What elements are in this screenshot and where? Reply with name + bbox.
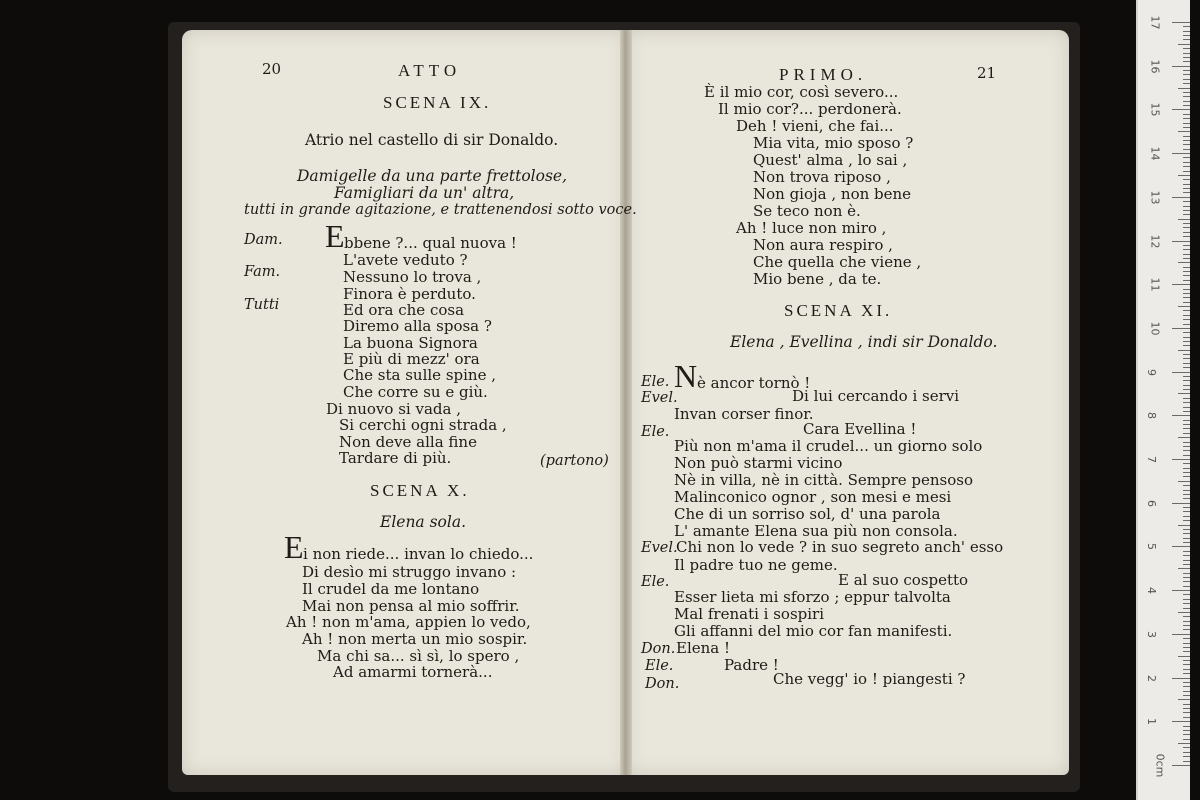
ruler-major-tick [1172,372,1190,373]
verse-line: Di lui cercando i servi [792,387,960,405]
ruler-minor-tick [1183,560,1190,561]
verse-line: Di nuovo si vada , [326,400,461,418]
ruler-minor-tick [1178,612,1190,613]
ruler-minor-tick [1183,555,1190,556]
ruler-minor-tick [1183,407,1190,408]
verse-line: Il mio cor?... perdonerà. [718,100,902,118]
verse-line: L' amante Elena sua più non consola. [674,522,958,540]
verse-line: Che sta sulle spine , [343,366,496,384]
ruler-minor-tick [1183,363,1190,364]
verse-line: Se teco non è. [753,202,861,220]
ruler-minor-tick [1183,577,1190,578]
ruler-minor-tick [1178,350,1190,351]
speaker-ele: Ele. [641,374,670,390]
verse-line: Il padre tuo ne geme. [674,556,838,574]
ruler-label: 9 [1145,368,1158,376]
ruler-major-tick [1172,503,1190,504]
verse-line: Ad amarmi tornerà... [333,663,493,681]
ruler-major-tick [1172,22,1190,23]
verse-line: Non gioja , non bene [753,185,912,203]
ruler-label: 5 [1145,543,1158,551]
verse-line: i non riede... invan lo chiedo... [303,545,534,563]
verse-line: Mai non pensa al mio soffrir. [302,597,520,615]
scene-x-setting: Elena sola. [380,513,467,531]
verse-line: Elena ! [676,639,731,657]
ruler-minor-tick [1183,223,1190,224]
ruler-minor-tick [1183,428,1190,429]
ruler-minor-tick [1183,704,1190,705]
speaker-tutti: Tutti [244,297,280,313]
verse-line: Ma chi sa... sì sì, lo spero , [317,647,520,665]
verse-line: è ancor tornò ! [697,374,811,392]
ruler-minor-tick [1183,376,1190,377]
verse-line: Che di un sorriso sol, d' una parola [674,505,941,523]
ruler-minor-tick [1183,136,1190,137]
ruler-minor-tick [1183,529,1190,530]
ruler-major-tick [1172,415,1190,416]
ruler-minor-tick [1183,83,1190,84]
ruler-label: 17 [1148,15,1162,30]
ruler-minor-tick [1183,367,1190,368]
ruler-major-tick [1172,678,1190,679]
scene-xi-title: SCENA XI. [784,301,893,320]
ruler-label: 12 [1148,234,1162,248]
ruler-minor-tick [1183,455,1190,456]
ruler-minor-tick [1183,551,1190,552]
ruler-minor-tick [1183,48,1190,49]
ruler-minor-tick [1178,699,1190,700]
ruler-minor-tick [1183,258,1190,259]
ruler-minor-tick [1183,26,1190,27]
verse-line: Che quella che viene , [753,253,922,271]
ruler-major-tick [1172,546,1190,547]
ruler-minor-tick [1183,70,1190,71]
ruler-minor-tick [1183,712,1190,713]
drop-cap-e: E [325,218,345,254]
verse-line: Nessuno lo trova , [343,268,482,286]
ruler-minor-tick [1178,568,1190,569]
ruler-minor-tick [1183,726,1190,727]
ruler-minor-tick [1183,245,1190,246]
verse-line: Chi non lo vede ? in suo segreto anch' esso [676,538,1004,556]
ruler-minor-tick [1183,411,1190,412]
ruler-minor-tick [1183,511,1190,512]
ruler-minor-tick [1183,695,1190,696]
ruler-minor-tick [1183,345,1190,346]
ruler-minor-tick [1183,761,1190,762]
ruler-minor-tick [1183,149,1190,150]
verse-line: Quest' alma , lo sai , [753,151,908,169]
ruler-minor-tick [1178,437,1190,438]
ruler-minor-tick [1183,664,1190,665]
ruler-major-tick [1172,634,1190,635]
ruler-minor-tick [1183,162,1190,163]
ruler-minor-tick [1183,275,1190,276]
ruler-minor-tick [1183,603,1190,604]
ruler-minor-tick [1183,354,1190,355]
ruler-minor-tick [1183,31,1190,32]
ruler-minor-tick [1183,332,1190,333]
verse-line: È il mio cor, così severo... [704,83,899,101]
ruler-major-tick [1172,328,1190,329]
ruler-minor-tick [1183,341,1190,342]
verse-line: Mia vita, mio sposo ? [753,134,914,152]
stage-direction-1: Damigelle da una parte frettolose, [297,167,568,185]
ruler-label: 7 [1145,456,1158,463]
ruler-minor-tick [1183,157,1190,158]
ruler-minor-tick [1183,280,1190,281]
verse-line: Padre ! [724,656,779,674]
ruler-minor-tick [1178,131,1190,132]
speaker-dam: Dam. [244,232,283,248]
ruler-minor-tick [1183,337,1190,338]
ruler-minor-tick [1183,402,1190,403]
ruler-minor-tick [1178,393,1190,394]
verse-line: Ah ! luce non miro , [736,219,887,237]
ruler-minor-tick [1183,79,1190,80]
ruler-minor-tick [1183,302,1190,303]
verse-line: Cara Evellina ! [803,420,917,438]
speaker-evel: Evel. [641,390,678,406]
ruler-minor-tick [1183,533,1190,534]
ruler-minor-tick [1183,92,1190,93]
verse-line: Mio bene , da te. [753,270,882,288]
scene-x-title: SCENA X. [370,481,470,500]
ruler-minor-tick [1183,494,1190,495]
verse-line: Che vegg' io ! piangesti ? [773,670,966,688]
ruler-minor-tick [1183,450,1190,451]
ruler-minor-tick [1183,206,1190,207]
ruler-minor-tick [1183,39,1190,40]
page-number-right: 21 [977,64,997,82]
ruler-label: 8 [1145,412,1158,420]
measurement-ruler [1136,0,1190,800]
ruler-minor-tick [1183,581,1190,582]
ruler-minor-tick [1183,507,1190,508]
drop-cap-n: N [674,358,698,394]
ruler-minor-tick [1183,468,1190,469]
ruler-minor-tick [1183,498,1190,499]
ruler-minor-tick [1183,389,1190,390]
ruler-label: 14 [1148,146,1162,161]
ruler-minor-tick [1183,293,1190,294]
ruler-minor-tick [1183,236,1190,237]
verse-line: Di desìo mi struggo invano : [302,563,517,581]
ruler-minor-tick [1183,35,1190,36]
verse-line: Ed ora che cosa [343,301,465,319]
speaker-evel: Evel. [641,540,678,556]
verse-line: Tardare di più. [339,449,452,467]
ruler-minor-tick [1183,249,1190,250]
book-gutter [620,30,632,775]
stage-exit: (partono) [540,453,609,469]
ruler-minor-tick [1183,682,1190,683]
ruler-minor-tick [1183,485,1190,486]
verse-line: Non aura respiro , [753,236,893,254]
verse-line: Diremo alla sposa ? [343,317,492,335]
verse-line: Ah ! non merta un mio sospir. [302,630,528,648]
ruler-minor-tick [1178,175,1190,176]
ruler-minor-tick [1183,564,1190,565]
ruler-minor-tick [1183,210,1190,211]
ruler-minor-tick [1178,219,1190,220]
verse-line: Gli affanni del mio cor fan manifesti. [674,622,953,640]
running-head-right: PRIMO. [779,65,868,84]
ruler-minor-tick [1183,490,1190,491]
ruler-minor-tick [1183,542,1190,543]
ruler-minor-tick [1183,123,1190,124]
ruler-minor-tick [1183,756,1190,757]
ruler-minor-tick [1183,747,1190,748]
ruler-minor-tick [1183,53,1190,54]
ruler-major-tick [1172,197,1190,198]
ruler-label: 6 [1145,499,1158,507]
ruler-minor-tick [1183,608,1190,609]
ruler-minor-tick [1183,616,1190,617]
verse-line: Che corre su e giù. [343,383,488,401]
verse-line: Malinconico ognor , son mesi e mesi [674,488,952,506]
ruler-minor-tick [1183,739,1190,740]
ruler-label: 13 [1148,190,1162,205]
speaker-ele: Ele. [641,424,670,440]
ruler-minor-tick [1183,586,1190,587]
ruler-minor-tick [1183,420,1190,421]
ruler-minor-tick [1183,476,1190,477]
ruler-minor-tick [1183,118,1190,119]
ruler-minor-tick [1183,319,1190,320]
ruler-minor-tick [1183,621,1190,622]
speaker-fam: Fam. [244,264,281,280]
ruler-label: 2 [1145,674,1158,682]
ruler-minor-tick [1183,297,1190,298]
ruler-major-tick [1172,66,1190,67]
ruler-minor-tick [1183,201,1190,202]
speaker-don: Don. [645,676,680,692]
speaker-don: Don. [641,641,676,657]
ruler-minor-tick [1183,424,1190,425]
ruler-minor-tick [1183,647,1190,648]
verse-line: L'avete veduto ? [343,251,468,269]
ruler-major-tick [1172,109,1190,110]
ruler-minor-tick [1183,267,1190,268]
ruler-minor-tick [1183,214,1190,215]
ruler-minor-tick [1183,271,1190,272]
verse-line: Deh ! vieni, che fai... [736,117,894,135]
ruler-minor-tick [1183,310,1190,311]
verse-line: Esser lieta mi sforzo ; eppur talvolta [674,588,951,606]
ruler-minor-tick [1183,171,1190,172]
ruler-minor-tick [1183,472,1190,473]
ruler-minor-tick [1178,481,1190,482]
ruler-minor-tick [1183,140,1190,141]
drop-cap-e: E [284,529,304,565]
ruler-minor-tick [1178,88,1190,89]
ruler-label: 16 [1148,59,1162,74]
ruler-minor-tick [1183,686,1190,687]
verse-line: La buona Signora [343,334,478,352]
ruler-minor-tick [1183,74,1190,75]
ruler-minor-tick [1183,442,1190,443]
ruler-minor-tick [1183,184,1190,185]
ruler-minor-tick [1183,573,1190,574]
verse-line: Non trova riposo , [753,168,891,186]
ruler-minor-tick [1178,306,1190,307]
ruler-major-tick [1172,153,1190,154]
verse-line: Non deve alla fine [339,433,477,451]
verse-line: Mal frenati i sospiri [674,605,825,623]
ruler-minor-tick [1178,656,1190,657]
verse-line: E più di mezz' ora [343,350,480,368]
stage-direction-2: Famigliari da un' altra, [334,184,515,202]
ruler-label: 0cm [1153,753,1167,778]
ruler-minor-tick [1178,262,1190,263]
ruler-minor-tick [1183,651,1190,652]
ruler-minor-tick [1183,599,1190,600]
scene-ix-setting: Atrio nel castello di sir Donaldo. [305,131,559,149]
verse-line: Nè in villa, nè in città. Sempre pensoso [674,471,973,489]
verse-line: bbene ?... qual nuova ! [344,234,517,252]
ruler-minor-tick [1183,188,1190,189]
ruler-minor-tick [1183,380,1190,381]
ruler-minor-tick [1183,315,1190,316]
ruler-minor-tick [1183,433,1190,434]
ruler-label: 3 [1145,630,1158,638]
ruler-label: 1 [1145,718,1158,726]
ruler-major-tick [1172,459,1190,460]
ruler-minor-tick [1183,752,1190,753]
ruler-minor-tick [1183,289,1190,290]
ruler-minor-tick [1178,743,1190,744]
ruler-minor-tick [1183,105,1190,106]
ruler-minor-tick [1183,669,1190,670]
verse-line: Non può starmi vicino [674,454,843,472]
ruler-minor-tick [1183,254,1190,255]
speaker-ele: Ele. [641,574,670,590]
ruler-minor-tick [1183,358,1190,359]
page-number-left: 20 [262,60,282,78]
ruler-label: 11 [1148,277,1162,292]
verse-line: E al suo cospetto [838,571,969,589]
verse-line: Più non m'ama il crudel... un giorno solo [674,437,983,455]
ruler-minor-tick [1183,144,1190,145]
verse-line: Ah ! non m'ama, appien lo vedo, [286,613,531,631]
scene-ix-title: SCENA IX. [383,93,492,112]
ruler-minor-tick [1178,44,1190,45]
verse-line: Invan corser finor. [674,405,814,423]
ruler-minor-tick [1183,625,1190,626]
ruler-minor-tick [1183,166,1190,167]
ruler-major-tick [1172,241,1190,242]
ruler-minor-tick [1183,96,1190,97]
ruler-minor-tick [1178,525,1190,526]
ruler-minor-tick [1183,385,1190,386]
ruler-minor-tick [1183,61,1190,62]
ruler-major-tick [1172,721,1190,722]
ruler-minor-tick [1183,227,1190,228]
ruler-major-tick [1172,590,1190,591]
ruler-minor-tick [1183,101,1190,102]
ruler-minor-tick [1183,730,1190,731]
ruler-label: 15 [1148,102,1162,117]
ruler-minor-tick [1183,717,1190,718]
ruler-minor-tick [1183,114,1190,115]
ruler-minor-tick [1183,629,1190,630]
ruler-minor-tick [1183,673,1190,674]
ruler-minor-tick [1183,192,1190,193]
ruler-major-tick [1172,765,1190,766]
ruler-minor-tick [1183,734,1190,735]
ruler-minor-tick [1183,57,1190,58]
ruler-minor-tick [1183,179,1190,180]
ruler-minor-tick [1183,324,1190,325]
ruler-minor-tick [1183,660,1190,661]
ruler-minor-tick [1183,398,1190,399]
ruler-label: 4 [1145,587,1158,595]
verse-line: Finora è perduto. [343,285,476,303]
verse-line: Il crudel da me lontano [302,580,480,598]
ruler-minor-tick [1183,708,1190,709]
ruler-minor-tick [1183,691,1190,692]
ruler-minor-tick [1183,520,1190,521]
ruler-minor-tick [1183,446,1190,447]
ruler-minor-tick [1183,538,1190,539]
scene-xi-setting: Elena , Evellina , indi sir Donaldo. [730,333,998,351]
ruler-minor-tick [1183,516,1190,517]
ruler-minor-tick [1183,594,1190,595]
verse-line: Si cerchi ogni strada , [339,416,507,434]
running-head-left: ATTO [398,61,462,80]
ruler-minor-tick [1183,463,1190,464]
ruler-minor-tick [1183,127,1190,128]
ruler-minor-tick [1183,643,1190,644]
ruler-major-tick [1172,284,1190,285]
ruler-label: 10 [1148,321,1162,336]
ruler-minor-tick [1183,232,1190,233]
speaker-ele: Ele. [645,658,674,674]
stage-direction-3: tutti in grande agitazione, e trattenendosi sotto voce. [244,202,637,218]
ruler-minor-tick [1183,638,1190,639]
